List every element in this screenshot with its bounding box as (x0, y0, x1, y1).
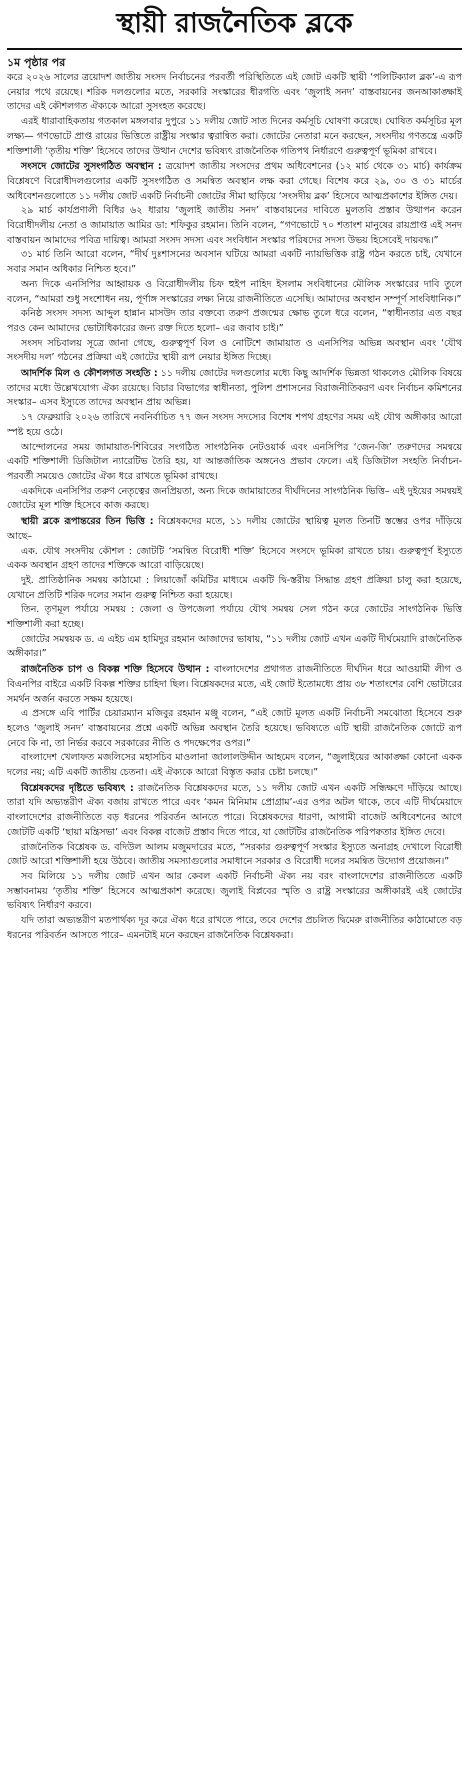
article-paragraph (7, 870, 462, 914)
paragraph-text: করে ২০২৬ সালের ত্রয়োদশ জাতীয় সংসদ নির্বাচনের পরবর্তী পরিস্থিতিতে এই জোট একটি স্থায়ী ‘পলিটিক্যাল ব্লক’-এ রূপ নেয়ার পথে রয়েছে। শরিক দলগুলোর মতে, সরকারি সংস্কারের ধীরগতি এবং ‘জুলাই সনদ’ বাস্তবায়নের জনআকাঙ্ক্ষাই তাদের এই কৌশলগত ঐক্যকে আরো সুসংহত করেছে। (7, 72, 462, 113)
article-paragraph (7, 914, 462, 943)
article-paragraph (7, 633, 462, 662)
paragraph-text: একদিকে এনসিপির তরুণ নেতৃত্বের জনপ্রিয়তা, অন্য দিকে জামায়াতের দীর্ঘদিনের সাংগঠনিক ভিত্তি– এই দুইয়ের সমন্বয়ই জোটের মূল শক্তি হিসেবে কাজ করছে। (7, 485, 462, 512)
continued-from-label: ১ম পৃষ্ঠার পর (7, 56, 66, 69)
paragraph-text: এ প্রসঙ্গে এবি পার্টির চেয়ারম্যান মজিবুর রহমান মঞ্জু বলেন, “এই জোট মূলত একটি নির্বাচনী সমঝোতা হিসেবে শুরু হলেও ‘জুলাই সনদ’ বাস্তবায়নের প্রশ্নে একটি অভিন্ন অবস্থান তৈরি হয়েছে। ভবিষ্যতে এটি স্থায়ী রাজনৈতিক জোটে রূপ নেবে কি না, তা নির্ভর করবে সরকারের নীতি ও পদক্ষেপের ওপর।” (7, 708, 462, 749)
article-paragraph (7, 441, 462, 485)
paragraph-text: বাংলাদেশের প্রথাগত রাজনীতিতে দীর্ঘদিন ধরে আওয়ামী লীগ ও বিএনপির বাইরে একটি বিকল্প শক্তির চাহিদা ছিল। বিশ্লেষকদের মতে, এই জোট ইতোমধ্যে প্রায় ৩৮ শতাংশের বেশি ভোটারের সমর্থন অর্জন করতে সক্ষম হয়েছে। (7, 664, 463, 705)
article-paragraph (7, 485, 462, 514)
article-paragraph (7, 248, 462, 277)
paragraph-text: সব মিলিয়ে ১১ দলীয় জোট এখন আর কেবল একটি নির্বাচনী ঐক্য নয় বরং বাংলাদেশের রাজনীতিতে একটি সম্ভাবনাময় ‘তৃতীয় শক্তি’ হিসেবে আত্মপ্রকাশ করেছে। জুলাই বিপ্লবের স্মৃতি ও রাষ্ট্র সংস্কারের অঙ্গীকারই এই জোটের ভবিষ্যৎ নির্ধারণ করবে। (7, 870, 462, 912)
article-paragraph (7, 307, 462, 336)
article-paragraph (7, 160, 462, 204)
article-paragraph (7, 603, 462, 632)
article-paragraph (7, 115, 462, 159)
paragraph-text: বাংলাদেশ খেলাফত মজলিসের মহাসচিব মাওলানা জালালউদ্দীন আহমেদ বলেন, “জুলাইয়ের আকাঙ্ক্ষা কোনো একক দলের নয়; এটি একটি জাতীয় চেতনা। এই ঐক্যকে আরো বিস্তৃত করার চেষ্টা চলছে।” (7, 752, 462, 779)
article-paragraph (7, 707, 462, 751)
section-subheading: স্থায়ী ব্লকে রূপান্তরের তিন ভিত্তি : (21, 516, 154, 528)
article-paragraph (7, 782, 462, 841)
article-headline: স্থায়ী রাজনৈতিক ব্লকে (116, 8, 353, 39)
headline-divider (7, 48, 462, 50)
paragraph-text: জোটের সমন্বয়ক ড. এ এইচ এম হামিদুর রহমান আজাদের ভাষায়, “১১ দলীয় জোট এখন একটি দীর্ঘমেয়াদি রাজনৈতিক অঙ্গীকার।” (7, 633, 462, 660)
paragraph-text: রাজনৈতিক বিশ্লেষক ড. বদিউল আলম মজুমদারের মতে, “সরকার গুরুত্বপূর্ণ সংস্কার ইস্যুতে অনাগ্রহ দেখালে বিরোধী জোট আরো শক্তিশালী হয়ে উঠবে। জাতীয় সমস্যাগুলোর সমাধানে সরকার ও বিরোধী দলের সমন্বিত উদ্যোগ প্রয়োজন।” (7, 841, 462, 868)
paragraph-text: কনিষ্ঠ সংসদ সদস্য আব্দুল হান্নান মাসউদ তার বক্তব্যে তরুণ প্রজন্মের ক্ষোভ তুলে ধরে বলেন, “স্বাধীনতার এত বছর পরও কেন আমাদের ভোটাধিকারের জন্য রক্ত দিতে হলো– এর জবাব চাই।” (7, 308, 462, 334)
paragraph-text: দুই. প্রাতিষ্ঠানিক সমন্বয় কাঠামো : লিয়াজোঁ কমিটির মাধ্যমে একটি দ্বি-স্তরীয় সিদ্ধান্ত গ্রহণ প্রক্রিয়া চালু করা হয়েছে, যেখানে প্রতিটি শরিক দলের সমান গুরুত্ব নিশ্চিত করা হয়েছে। (7, 574, 462, 601)
article-paragraph (7, 574, 462, 603)
article-paragraph (7, 278, 462, 307)
paragraph-text: আন্দোলনের সময় জামায়াত-শিবিরের সংগঠিত সাংগঠনিক নেটওয়ার্ক এবং এনসিপির ‘জেন-জি’ তরুণদের সমন্বয়ে একটি শক্তিশালী ডিজিটাল ন্যারেটিভ তৈরি হয়, যা আন্তর্জাতিক অঙ্গনেও প্রভাব ফেলে। এই ডিজিটাল সংহতি নির্বাচন-পরবর্তী সময়েও জোটের ঐক্য ধরে রাখতে ভূমিকা রাখছে। (7, 441, 462, 482)
paragraph-text: রাজনৈতিক বিশ্লেষকদের মতে, ১১ দলীয় জোট এখন একটি সন্ধিক্ষণে দাঁড়িয়ে আছে। তারা যদি অভ্যন্তরীণ ঐক্য বজায় রাখতে পারে এবং ‘কমন মিনিমাম প্রোগ্রাম’-এর ওপর অটল থাকে, তবে এটি দীর্ঘমেয়াদে বাংলাদেশের রাজনীতিতে বড় ধরনের পরিবর্তন আনতে পারে। বিশ্লেষকদের ধারণা, আগামী বাজেট অধিবেশনের আগে জোটটি একটি ‘ছায়া মন্ত্রিসভা’ এবং বিকল্প বাজেট প্রস্তাব দিতে পারে, যা জোটটির রাজনৈতিক পরিপক্বতার ইঙ্গিত দেবে। (7, 782, 462, 838)
paragraph-text: ১১ দলীয় জোটের দলগুলোর মধ্যে কিছু আদর্শিক ভিন্নতা থাকলেও মৌলিক বিষয়ে তাদের মধ্যে উল্লেখযোগ্য ঐক্য রয়েছে। বিচার বিভাগের স্বাধীনতা, পুলিশ প্রশাসনের বিরাজনীতিকরণ এবং নির্বাচন কমিশনের সংস্কার– এসব ইস্যুতে তাদের অবস্থান প্রায় অভিন্ন। (7, 368, 462, 409)
paragraph-text: ৩১ মার্চ তিনি আরো বলেন, “দীর্ঘ দুঃশাসনের অবসান ঘটিয়ে আমরা একটি ন্যায়ভিত্তিক রাষ্ট্র গঠন করতে চাই, যেখানে সবার সমান অধিকার নিশ্চিত হবে।” (7, 249, 462, 276)
section-subheading: বিশ্লেষকদের দৃষ্টিতে ভবিষ্যৎ : (21, 782, 134, 794)
article-paragraph (7, 545, 462, 574)
article-paragraph (7, 663, 462, 707)
section-subheading: আদর্শিক মিল ও কৌশলগত সংহতি : (21, 368, 158, 380)
paragraph-text: ১৭ ফেব্রুয়ারি ২০২৬ তারিখে নবনির্বাচিত ৭৭ জন সংসদ সদস্যের বিশেষ শপথ গ্রহণের সময় এই যৌথ অঙ্গীকার আরো স্পষ্ট হয়ে ওঠে। (7, 412, 462, 438)
paragraph-text: যদি তারা অভ্যন্তরীণ মতপার্থক্য দূর করে ঐক্য ধরে রাখতে পারে, তবে দেশের প্রচলিত দ্বিমেরু রাজনীতির কাঠামোতে বড় ধরনের পরিবর্তন আসতে পারে– এমনটাই মনে করছেন রাজনৈতিক বিশ্লেষকরা। (7, 915, 462, 941)
article-paragraph (7, 204, 462, 248)
paragraph-text: অন্য দিকে এনসিপির আহ্বায়ক ও বিরোধীদলীয় চিফ হুইপ নাহিদ ইসলাম সংবিধানের মৌলিক সংস্কারের দাবি তুলে বলেন, “আমরা শুধু সংশোধন নয়, পূর্ণাঙ্গ সংস্কারের লক্ষ্য নিয়ে রাজনীতিতে এসেছি। আমাদের অবস্থান সম্পূর্ণ সাংবিধানিক।” (7, 278, 462, 305)
article-paragraph (7, 367, 462, 411)
paragraph-text: ২৯ মার্চ কার্যপ্রণালী বিধির ৬২ ধারায় ‘জুলাই জাতীয় সনদ’ বাস্তবায়নের দাবিতে মুলতবি প্রস্তাব উত্থাপন করেন বিরোধীদলীয় নেতা ও জামায়াত আমির ডা: শফিকুর রহমান। তিনি বলেন, “গণভোটে ৭০ শতাংশ মানুষের রায়প্রাপ্ত এই সনদ বাস্তবায়ন আমাদের পবিত্র দায়িত্ব। আমরা সংসদ সদস্য এবং সংবিধান সংস্কার পরিষদের সদস্য উভয় হিসেবেই দায়বদ্ধ।” (7, 205, 462, 246)
paragraph-text: তিন. তৃণমূল পর্যায়ে সমন্বয় : জেলা ও উপজেলা পর্যায়ে যৌথ সমন্বয় সেল গঠন করে জোটের সাংগঠনিক ভিত্তি শক্তিশালী করা হচ্ছে। (7, 604, 462, 631)
paragraph-text: সংসদ সচিবালয় সূত্রে জানা গেছে, গুরুত্বপূর্ণ বিল ও নোটিশে জামায়াত ও এনসিপির অভিন্ন অবস্থান এবং ‘যৌথ সংসদীয় দল’ গঠনের প্রক্রিয়া এই জোটের স্থায়ী রূপ নেয়ার ইঙ্গিত দিচ্ছে। (7, 337, 462, 364)
article-paragraph (7, 751, 462, 780)
section-subheading: রাজনৈতিক চাপ ও বিকল্প শক্তি হিসেবে উত্থান : (21, 664, 210, 676)
article-paragraph (7, 337, 462, 366)
paragraph-text: বিশ্লেষকদের মতে, ১১ দলীয় জোটের স্থায়িত্ব মূলত তিনটি স্তম্ভের ওপর দাঁড়িয়ে আছে– (7, 516, 463, 542)
paragraph-text: এক. যৌথ সংসদীয় কৌশল : জোটটি ‘সমন্বিত বিরোধী শক্তি’ হিসেবে সংসদে ভূমিকা রাখতে চায়। গুরুত্বপূর্ণ ইস্যুতে একক অবস্থান গ্রহণ তাদের শক্তিকে আরো বাড়িয়েছে। (7, 545, 462, 572)
article-paragraph (7, 515, 462, 544)
paragraph-text: এরই ধারাবাহিকতায় গতকাল মঙ্গলবার দুপুরে ১১ দলীয় জোট সাত দিনের কর্মসূচি ঘোষণা করেছে। ঘোষিত কর্মসূচির মূল লক্ষ্য— গণভোটে প্রাপ্ত রায়ের ভিত্তিতে রাষ্ট্রীয় সংস্কার ত্বরান্বিত করা। জোটের নেতারা মনে করছেন, সংসদীয় গণতন্ত্রে একটি শক্তিশালী ‘তৃতীয় শক্তি’ হিসেবে তাদের উত্থান দেশের ভবিষ্যৎ রাজনৈতিক গতিপথ নির্ধারণে গুরুত্বপূর্ণ ভূমিকা রাখবে। (7, 116, 462, 157)
article-paragraph (7, 71, 462, 115)
paragraph-text: ত্রয়োদশ জাতীয় সংসদের প্রথম অধিবেশনের (১২ মার্চ থেকে ৩১ মার্চ) কার্যক্রম বিশ্লেষণে বিরোধীদলগুলোর একটি সুসংগঠিত ও সমন্বিত অবস্থান লক্ষ করা গেছে। বিশেষ করে ২৯, ৩০ ও ৩১ মার্চের অধিবেশনগুলোতে ১১ দলীয় জোট একটি নির্বাচনী জোটের সীমা ছাড়িয়ে ‘সংসদীয় ব্লক’ হিসেবে আত্মপ্রকাশের ইঙ্গিত দেয়। (7, 161, 463, 202)
article-paragraph (7, 841, 462, 870)
section-subheading: সংসদে জোটের সুসংগঠিত অবস্থান : (21, 161, 162, 173)
article-paragraph (7, 411, 462, 440)
article-body (7, 71, 462, 943)
